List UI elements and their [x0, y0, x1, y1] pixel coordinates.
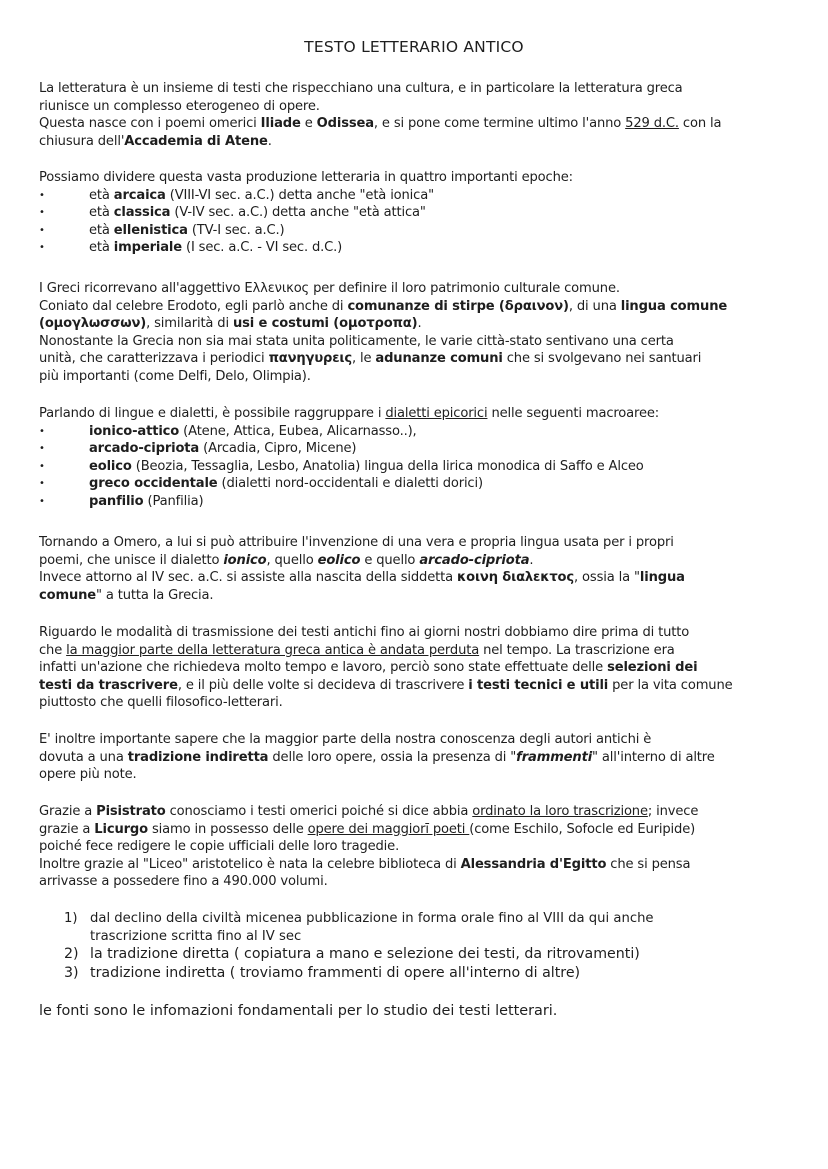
text-line: Invece attorno al IV sec. a.C. si assiste alla nascita della siddetta κοινη διαλεκτος, ossia la "lingua [39, 570, 685, 586]
dialect-item: • ionico-attico (Atene, Attica, Eubea, Alicarnasso..), [39, 423, 417, 439]
bullet-icon: • [39, 478, 45, 490]
text-line: E' inoltre importante sapere che la maggior parte della nostra conoscenza degli autori antichi è [39, 732, 652, 747]
bullet-icon: • [39, 460, 45, 472]
dialect-item: • panfilio (Panfilia) [39, 493, 204, 509]
dialects-intro: Parlando di lingue e dialetti, è possibile raggruppare i dialetti epicorici nelle seguenti macroaree: [39, 406, 660, 421]
text-line: riunisce un complesso eterogeneo di opere. [39, 98, 320, 114]
epoch-item: • età classica (V-IV sec. a.C.) detta anche "età attica" [39, 205, 426, 221]
text-line: piuttosto che quelli filosofico-letterari. [39, 695, 283, 711]
epochs-intro: Possiamo dividere questa vasta produzione letteraria in quattro importanti epoche: [39, 170, 573, 185]
text-line: poemi, che unisce il dialetto ionico, quello eolico e quello arcado-cipriota. [39, 552, 534, 568]
greeks-paragraph [39, 280, 799, 386]
text-line: dovuta a una tradizione indiretta delle loro opere, ossia la presenza di "frammenti" all'interno di altre [39, 749, 715, 765]
epochs-section [39, 169, 799, 257]
bullet-icon: • [39, 189, 45, 201]
text-line: Coniato dal celebre Erodoto, egli parlò anche di comunanze di stirpe (δραινον), di una lingua comune [39, 298, 728, 314]
text-line: chiusura dell'Accademia di Atene. [39, 133, 272, 149]
text-line: infatti un'azione che richiedeva molto tempo e lavoro, perciò sono state effettuate delle selezioni dei [39, 660, 698, 676]
text-line: Tornando a Omero, a lui si può attribuire l'invenzione di una vera e propria lingua usata per i propri [39, 535, 674, 550]
document-title: TESTO LETTERARIO ANTICO [304, 38, 524, 56]
intro-paragraph [39, 80, 799, 150]
closing-sentence: le fonti sono le infomazioni fondamentali per lo studio dei testi letterari. [39, 1003, 558, 1019]
epoch-item: • età arcaica (VIII-VI sec. a.C.) detta anche "età ionica" [39, 187, 434, 203]
text-line: più importanti (come Delfi, Delo, Olimpia). [39, 368, 311, 384]
bullet-icon: • [39, 425, 45, 437]
homer-paragraph [39, 534, 799, 604]
indirect-tradition-paragraph [39, 731, 799, 784]
epoch-item: • età ellenistica (TV-I sec. a.C.) [39, 222, 285, 238]
dialect-item: • arcado-cipriota (Arcadia, Cipro, Micene) [39, 441, 357, 457]
text-line: poiché fece redigere le copie ufficiali delle loro tragedie. [39, 839, 400, 855]
text-line: Questa nasce con i poemi omerici Iliade e Odissea, e si pone come termine ultimo l'anno 529 d.C. con la [39, 116, 722, 132]
dialects-section [39, 405, 799, 511]
pisistrato-paragraph [39, 803, 799, 891]
numbered-list [64, 910, 764, 983]
text-line: Riguardo le modalità di trasmissione dei testi antichi fino ai giorni nostri dobbiamo dire prima di tutto [39, 625, 690, 640]
text-line: Nonostante la Grecia non sia mai stata unita politicamente, le varie città-stato sentivano una certa [39, 333, 674, 349]
dialect-item: • greco occidentale (dialetti nord-occidentali e dialetti dorici) [39, 476, 483, 492]
dialect-item: • eolico (Beozia, Tessaglia, Lesbo, Anatolia) lingua della lirica monodica di Saffo e Alceo [39, 458, 644, 474]
epoch-item: • età imperiale (I sec. a.C. - VI sec. d.C.) [39, 240, 343, 256]
text-line: grazie a Licurgo siamo in possesso delle opere dei maggiorī poeti (come Eschilo, Sofocle ed Euripide) [39, 821, 696, 837]
bullet-icon: • [39, 443, 45, 455]
text-line: I Greci ricorrevano all'aggettivo Ελλενικος per definire il loro patrimonio culturale comune. [39, 281, 620, 296]
numbered-item: 1) dal declino della civiltà micenea pubblicazione in forma orale fino al VIII da qui anche trascrizione scritta fino al IV sec [64, 911, 654, 944]
text-line: opere più note. [39, 767, 137, 783]
text-line: Grazie a Pisistrato conosciamo i testi omerici poiché si dice abbia ordinato la loro trascrizione; invece [39, 804, 699, 819]
bullet-icon: • [39, 224, 45, 236]
numbered-item: 2) la tradizione diretta ( copiatura a mano e selezione dei testi, da ritrovamenti) [64, 946, 640, 962]
text-line: comune" a tutta la Grecia. [39, 587, 214, 603]
text-line: arrivasse a possedere fino a 490.000 volumi. [39, 874, 328, 890]
text-line: La letteratura è un insieme di testi che rispecchiano una cultura, e in particolare la letteratura greca [39, 81, 683, 96]
bullet-icon: • [39, 207, 45, 219]
text-line: unità, che caratterizzava i periodici πανηγυρεις, le adunanze comuni che si svolgevano nei santuari [39, 351, 702, 367]
text-line: testi da trascrivere, e il più delle volte si decideva di trascrivere i testi tecnici e utili per la vita comune [39, 677, 733, 693]
bullet-icon: • [39, 495, 45, 507]
text-line: (ομογλωσσων), similarità di usi e costumi (ομοτροπα). [39, 316, 422, 332]
transmission-paragraph [39, 624, 799, 712]
text-line: che la maggior parte della letteratura greca antica è andata perduta nel tempo. La trascrizione era [39, 642, 675, 658]
numbered-item: 3) tradizione indiretta ( troviamo frammenti di opere all'interno di altre) [64, 965, 581, 981]
text-line: Inoltre grazie al "Liceo" aristotelico è nata la celebre biblioteca di Alessandria d'Egitto che si pensa [39, 856, 691, 872]
bullet-icon: • [39, 242, 45, 254]
